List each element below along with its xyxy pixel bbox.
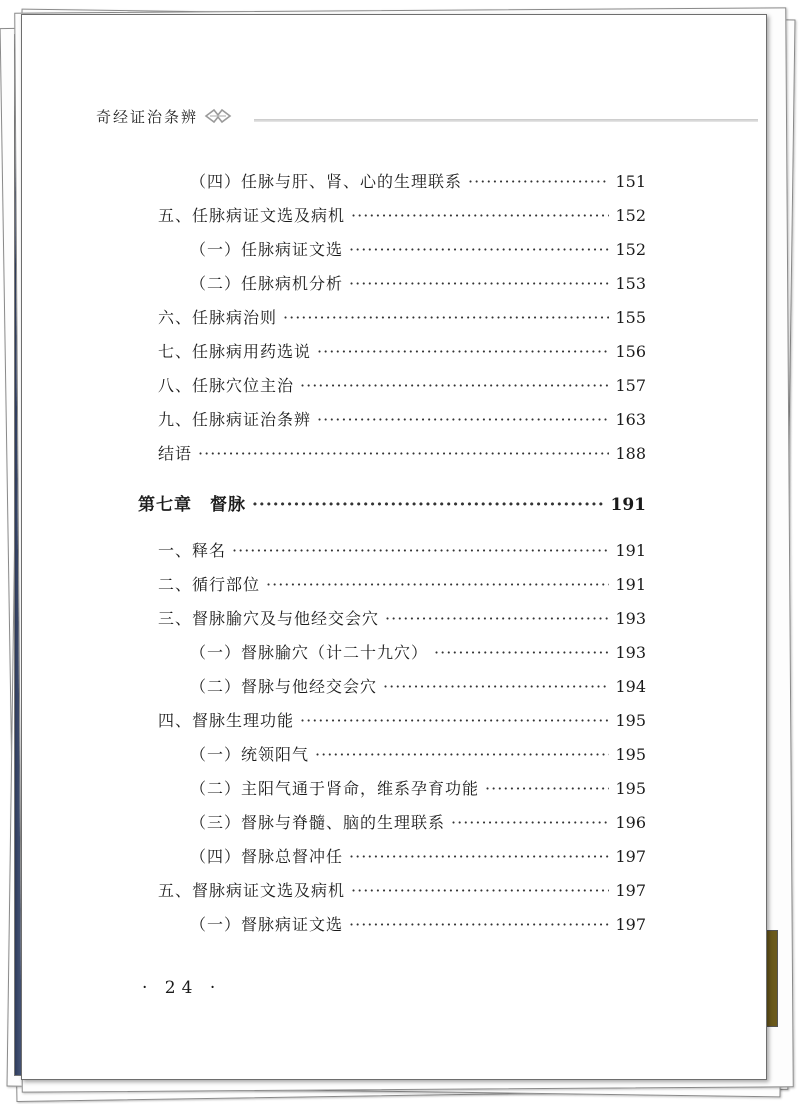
toc-chapter-entry <box>138 495 646 515</box>
dot-leader <box>349 274 609 294</box>
toc-entry <box>158 206 646 226</box>
dot-leader <box>351 206 609 226</box>
toc-entry-label: （一）任脉病证文选 <box>190 240 344 259</box>
toc-entry-page: 152 <box>615 240 646 259</box>
toc-entry <box>158 575 646 595</box>
toc-entry-page: 157 <box>615 376 646 395</box>
toc-entry-label: 结语 <box>158 444 193 463</box>
toc-entry-label: 九、任脉病证治条辨 <box>158 410 312 429</box>
toc-entry <box>190 915 646 935</box>
toc-entry-page: 197 <box>615 881 646 900</box>
toc-entry-label: （二）任脉病机分析 <box>190 274 344 293</box>
toc-entry-label: 五、任脉病证文选及病机 <box>158 206 346 225</box>
toc-entry-page: 193 <box>615 609 646 628</box>
running-head-title: 奇经证治条辨 <box>96 107 199 126</box>
toc-entry <box>158 444 646 464</box>
toc-entry <box>190 172 646 192</box>
dot-leader <box>451 813 609 833</box>
toc-entry-label: 四、督脉生理功能 <box>158 711 295 730</box>
toc-entry-page: 191 <box>615 575 646 594</box>
toc-entry-label: （二）主阳气通于肾命，维系孕育功能 <box>190 779 480 798</box>
toc-entry-page: 195 <box>615 779 646 798</box>
dot-leader <box>266 575 609 595</box>
toc-entry-page: 188 <box>615 444 646 463</box>
toc-entry-page: 195 <box>615 711 646 730</box>
toc-entry <box>158 342 646 362</box>
toc-entry-label: （一）统领阳气 <box>190 745 310 764</box>
page-number: · 24 · <box>142 978 222 998</box>
toc-entry <box>190 677 646 697</box>
toc-entry <box>190 240 646 260</box>
dot-leader <box>349 240 609 260</box>
dot-leader <box>198 444 609 464</box>
toc-entry-page: 152 <box>615 206 646 225</box>
dot-leader <box>252 495 605 515</box>
toc-entry <box>190 745 646 765</box>
dot-leader <box>485 779 609 799</box>
toc-entry-page: 196 <box>615 813 646 832</box>
toc-entry-page: 151 <box>615 172 646 191</box>
toc-entry-label: （一）督脉病证文选 <box>190 915 344 934</box>
toc-entry-label: 第七章 督脉 <box>138 495 246 515</box>
dot-leader <box>317 342 609 362</box>
toc-entry-label: 二、循行部位 <box>158 575 261 594</box>
toc-entry <box>190 274 646 294</box>
toc-entry <box>158 881 646 901</box>
toc-entry <box>190 779 646 799</box>
toc-entry <box>158 541 646 561</box>
toc-entry-page: 194 <box>615 677 646 696</box>
toc-entry-page: 195 <box>615 745 646 764</box>
toc-entry-page: 197 <box>615 915 646 934</box>
toc-entry-label: 五、督脉病证文选及病机 <box>158 881 346 900</box>
toc-entry <box>190 847 646 867</box>
toc-entry <box>158 410 646 430</box>
dot-leader <box>317 410 609 430</box>
toc-entry-label: （四）督脉总督冲任 <box>190 847 344 866</box>
toc-entry-label: （三）督脉与脊髓、脑的生理联系 <box>190 813 446 832</box>
toc-entry <box>158 609 646 629</box>
toc-entry-label: （四）任脉与肝、肾、心的生理联系 <box>190 172 463 191</box>
dot-leader <box>349 847 609 867</box>
dot-leader <box>468 172 609 192</box>
toc-entry <box>158 711 646 731</box>
toc-entry <box>158 376 646 396</box>
toc-entry-page: 153 <box>615 274 646 293</box>
dot-leader <box>351 881 609 901</box>
toc-entry-page: 191 <box>615 541 646 560</box>
toc-entry-label: （一）督脉腧穴（计二十九穴） <box>190 643 429 662</box>
toc-entry-page: 197 <box>615 847 646 866</box>
dot-leader <box>232 541 609 561</box>
toc-entry-label: 一、释名 <box>158 541 227 560</box>
toc-entry-label: 六、任脉病治则 <box>158 308 278 327</box>
toc-entry <box>158 308 646 328</box>
toc-entry <box>190 813 646 833</box>
toc-entry-label: 八、任脉穴位主治 <box>158 376 295 395</box>
toc-entry-label: （二）督脉与他经交会穴 <box>190 677 378 696</box>
dot-leader <box>434 643 609 663</box>
toc-entry-page: 163 <box>615 410 646 429</box>
toc-entry-page: 193 <box>615 643 646 662</box>
toc-entry <box>190 643 646 663</box>
dot-leader <box>349 915 609 935</box>
toc-entry-label: 三、督脉腧穴及与他经交会穴 <box>158 609 380 628</box>
dot-leader <box>383 677 609 697</box>
dot-leader <box>385 609 609 629</box>
dot-leader <box>300 711 609 731</box>
toc-entry-page: 191 <box>610 495 646 515</box>
dot-leader <box>283 308 609 328</box>
dot-leader <box>315 745 609 765</box>
toc-entry-page: 156 <box>615 342 646 361</box>
toc-entry-page: 155 <box>615 308 646 327</box>
toc-entry-label: 七、任脉病用药选说 <box>158 342 312 361</box>
dot-leader <box>300 376 609 396</box>
